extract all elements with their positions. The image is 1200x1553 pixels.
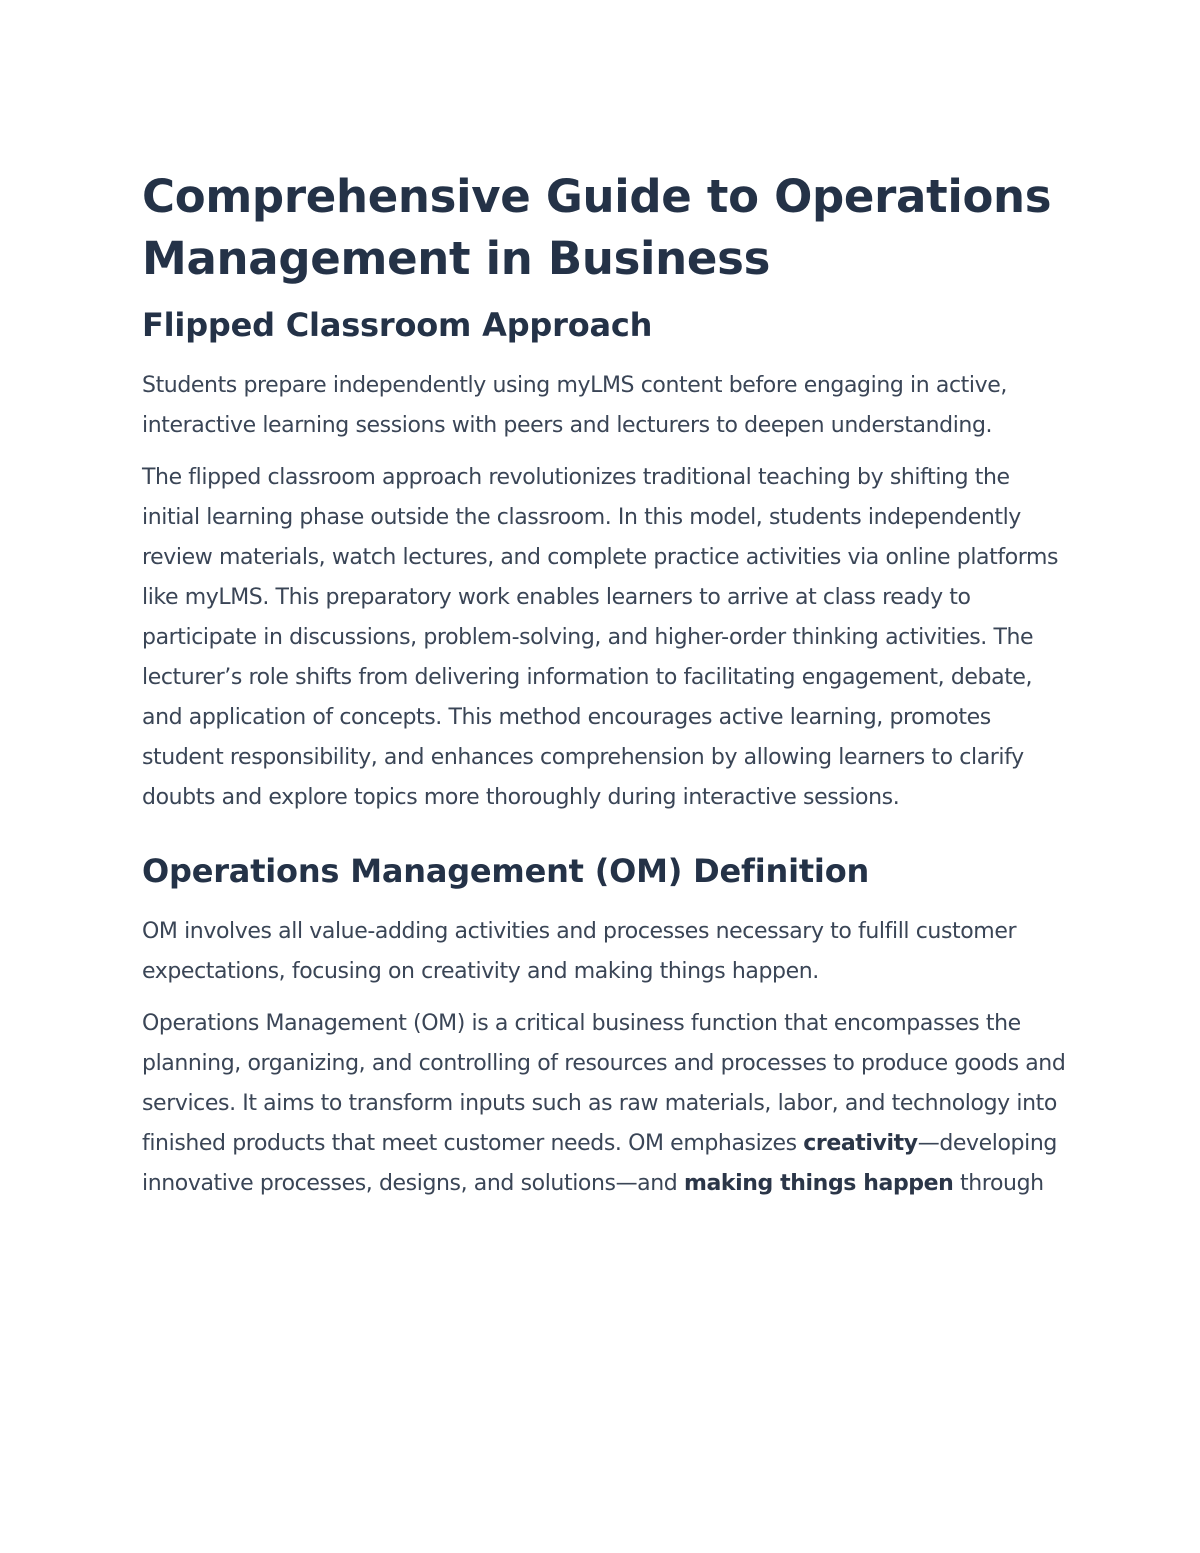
document-page — [142, 166, 1072, 1216]
section-summary: Students prepare independently using myLMS content before engaging in active, interactive learning sessions with peers and lecturers to deepen understanding. — [142, 373, 1007, 438]
body-text: Operations Management (OM) is a critical business function that encompasses the planning, organizing, and controlling of resources and processes to produce goods and services. It aims to transform inputs such as raw materials, labor, and technology into finished products that meet customer needs. OM emphasizes — [142, 1011, 1066, 1156]
document-title: Comprehensive Guide to Operations Management in Business — [142, 170, 1052, 285]
body-text: through — [953, 1171, 1044, 1196]
body-emphasis-making-things-happen: making things happen — [683, 1171, 954, 1196]
section-body: The flipped classroom approach revolutionizes traditional teaching by shifting the initial learning phase outside the classroom. In this model, students independently review materials, watch lectures, and complete practice activities via online platforms like myLMS. This preparatory work enables learners to arrive at class ready to participate in discussions, problem-solving, and higher-order thinking activities. The lecturer’s role shifts from delivering information to facilitating engagement, debate, and application of concepts. This method encourages active learning, promotes student responsibility, and enhances comprehension by allowing learners to clarify doubts and explore topics more thoroughly during interactive sessions. — [142, 465, 1059, 810]
section-summary: OM involves all value-adding activities and processes necessary to fulfill customer expectations, focusing on creativity and making things happen. — [142, 919, 1017, 984]
section-body — [142, 1004, 1072, 1204]
section-flipped-classroom — [142, 304, 1072, 818]
section-heading: Flipped Classroom Approach — [142, 306, 653, 344]
body-emphasis-creativity: creativity — [803, 1131, 918, 1156]
section-om-definition — [142, 850, 1072, 1204]
section-heading: Operations Management (OM) Definition — [142, 852, 870, 890]
body-text: —developing innovative processes, designs, and solutions—and — [142, 1131, 1057, 1196]
